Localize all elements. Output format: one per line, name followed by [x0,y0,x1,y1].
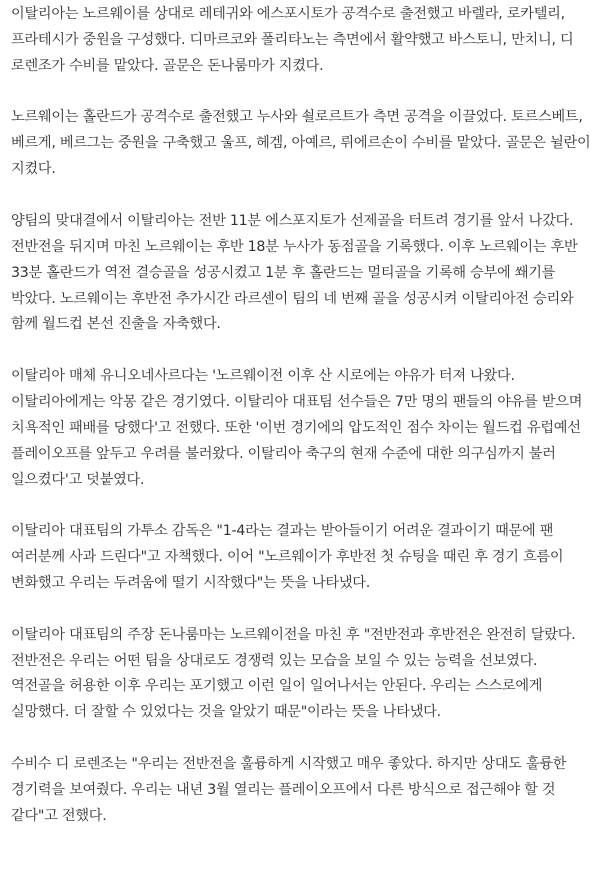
paragraph-match-summary: 양팀의 맞대결에서 이탈리아는 전반 11분 에스포지토가 선제골을 터트려 경기를 앞서 나갔다. 전반전을 뒤지며 마친 노르웨이는 후반 18분 누사가 동점골을 기록했다. 이후 노르웨이는 후반 33분 홀란드가 역전 결승골을 성공시켰고 1분 후 홀란드는 멀티골을 기록해 승부에 쐐기를 박았다. 노르웨이는 후반전 추가시간 라르센이 팀의 네 번째 골을 성공시켜 이탈리아전 승리와 함께 월드컵 본선 진출을 자축했다. [11,212,578,333]
paragraph-defender-quote: 수비수 디 로렌조는 "우리는 전반전을 훌륭하게 시작했고 매우 좋았다. 하지만 상대도 훌륭한 경기력을 보여줬다. 우리는 내년 3월 열리는 플레이오프에서 다른 방식으로 접근해야 할 것 같다"고 전했다. [11,755,567,824]
paragraph-captain-quote: 이탈리아 대표팀의 주장 돈나룸마는 노르웨이전을 마친 후 "전반전과 후반전은 완전히 달랐다. 전반전은 우리는 어떤 팀을 상대로도 경쟁력 있는 모습을 보일 수 있는 능력을 선보였다. 역전골을 허용한 이후 우리는 포기했고 이런 일이 일어나서는 안된다. 우리는 스스로에게 실망했다. 더 잘할 수 있었다는 것을 알았기 때문"이라는 뜻을 나타냈다. [11,626,576,721]
paragraph-lineups-norway: 노르웨이는 홀란드가 공격수로 출전했고 누사와 쇨로르트가 측면 공격을 이끌었다. 토르스베트, 베르게, 베르그는 중원을 구축했고 울프, 헤겜, 아예르, 뤼에르손이 수비를 맡았다. 골문은 뉠란이 지켰다. [11,109,591,178]
article-body [11,2,593,830]
paragraph-lineups-italy: 이탈리아는 노르웨이를 상대로 레테귀와 에스포시토가 공격수로 출전했고 바렐라, 로카텔리, 프라테시가 중원을 구성했다. 디마르코와 폴리타노는 측면에서 활약했고 바스토니, 만치니, 디 로렌조가 수비를 맡았다. 골문은 돈나룸마가 지켰다. [11,6,574,74]
paragraph-coach-quote: 이탈리아 대표팀의 가투소 감독은 "1-4라는 결과는 받아들이기 어려운 결과이기 때문에 팬 여러분께 사과 드린다"고 자책했다. 이어 "노르웨이가 후반전 첫 슈팅을 때린 후 경기 흐름이 변화했고 우리는 두려움에 떨기 시작했다"는 뜻을 나타냈다. [11,523,564,592]
paragraph-media-reaction: 이탈리아 매체 유니오네사르다는 '노르웨이전 이후 산 시로에는 야유가 터져 나왔다. 이탈리아에게는 악몽 같은 경기였다. 이탈리아 대표팀 선수들은 7만 명의 팬들의 야유를 받으며 치욕적인 패배를 당했다'고 전했다. 또한 '이번 경기에의 압도적인 점수 차이는 월드컵 유럽예선 플레이오프를 앞두고 우려를 불러왔다. 이탈리아 축구의 현재 수준에 대한 의구심까지 불러 일으켰다'고 덧붙였다. [11,368,583,488]
